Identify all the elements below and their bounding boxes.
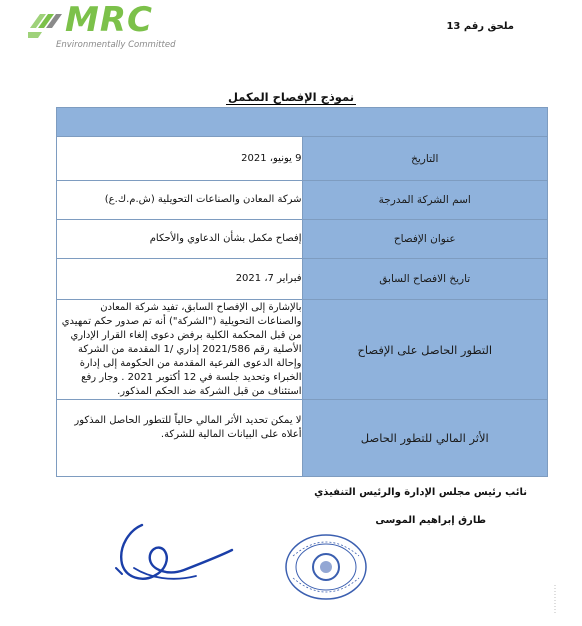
disclosure-table <box>56 107 548 477</box>
logo-text: MRC <box>65 0 153 40</box>
signatory-name: طارق إبراهيم الموسى <box>375 515 486 526</box>
table-row <box>57 137 548 181</box>
row-label-date: التاريخ <box>302 137 548 181</box>
logo-tagline: Environmentally Committed <box>56 40 176 50</box>
row-label-subject: عنوان الإفصاح <box>302 220 548 259</box>
row-label-development: التطور الحاصل على الإفصاح <box>302 300 548 400</box>
row-label-company: اسم الشركة المدرجة <box>302 181 548 220</box>
table-row <box>57 300 548 400</box>
row-value-subject: إفصاح مكمل بشأن الدعاوي والأحكام <box>57 220 303 259</box>
table-row <box>57 220 548 259</box>
row-label-previous-date: تاريخ الافصاح السابق <box>302 259 548 300</box>
row-value-company: شركة المعادن والصناعات التحويلية (ش.م.ك.ع) <box>57 181 303 220</box>
handwritten-signature <box>112 520 237 595</box>
annex-number: ملحق رقم 13 <box>446 21 514 32</box>
table-row <box>57 400 548 477</box>
row-label-financial-impact: الأثر المالي للتطور الحاصل <box>302 400 548 477</box>
signatory-title: نائب رئيس مجلس الإدارة والرئيس التنفيذي <box>314 487 527 498</box>
table-row <box>57 181 548 220</box>
company-stamp-icon <box>283 532 369 602</box>
row-value-financial-impact: لا يمكن تحديد الأثر المالي حالياً للتطور الحاصل المذكور أعلاه على البيانات المالية للشركة. <box>57 400 303 477</box>
table-header-row <box>57 108 548 137</box>
row-value-development: بالإشارة إلى الإفصاح السابق، تفيد شركة المعادن والصناعات التحويلية ("الشركة") أنه تم صدور حكم تمهيدي من قبل المحكمة الكلية برفض دعوى إلغاء القرار الإداري الأصلية رقم 2021/586 إداري /1 المقدمة من الشركة وإحالة الدعوى الفرعية المقدمة من الحكومة إلى إدارة الخبراء وتحديد جلسة في 12 أكتوبر 2021 . وجار رفع استئناف من قبل الشركة ضد الحكم المذكور. <box>57 300 303 400</box>
margin-mark <box>552 585 558 615</box>
row-value-date: 9 يونيو، 2021 <box>57 137 303 181</box>
table-header-band <box>57 108 548 137</box>
row-value-previous-date: فبراير 7، 2021 <box>57 259 303 300</box>
logo-mark-icon <box>28 14 62 38</box>
form-title-text: نموذج الإفصاح المكمل <box>227 90 355 104</box>
form-title <box>0 90 582 104</box>
table-row <box>57 259 548 300</box>
